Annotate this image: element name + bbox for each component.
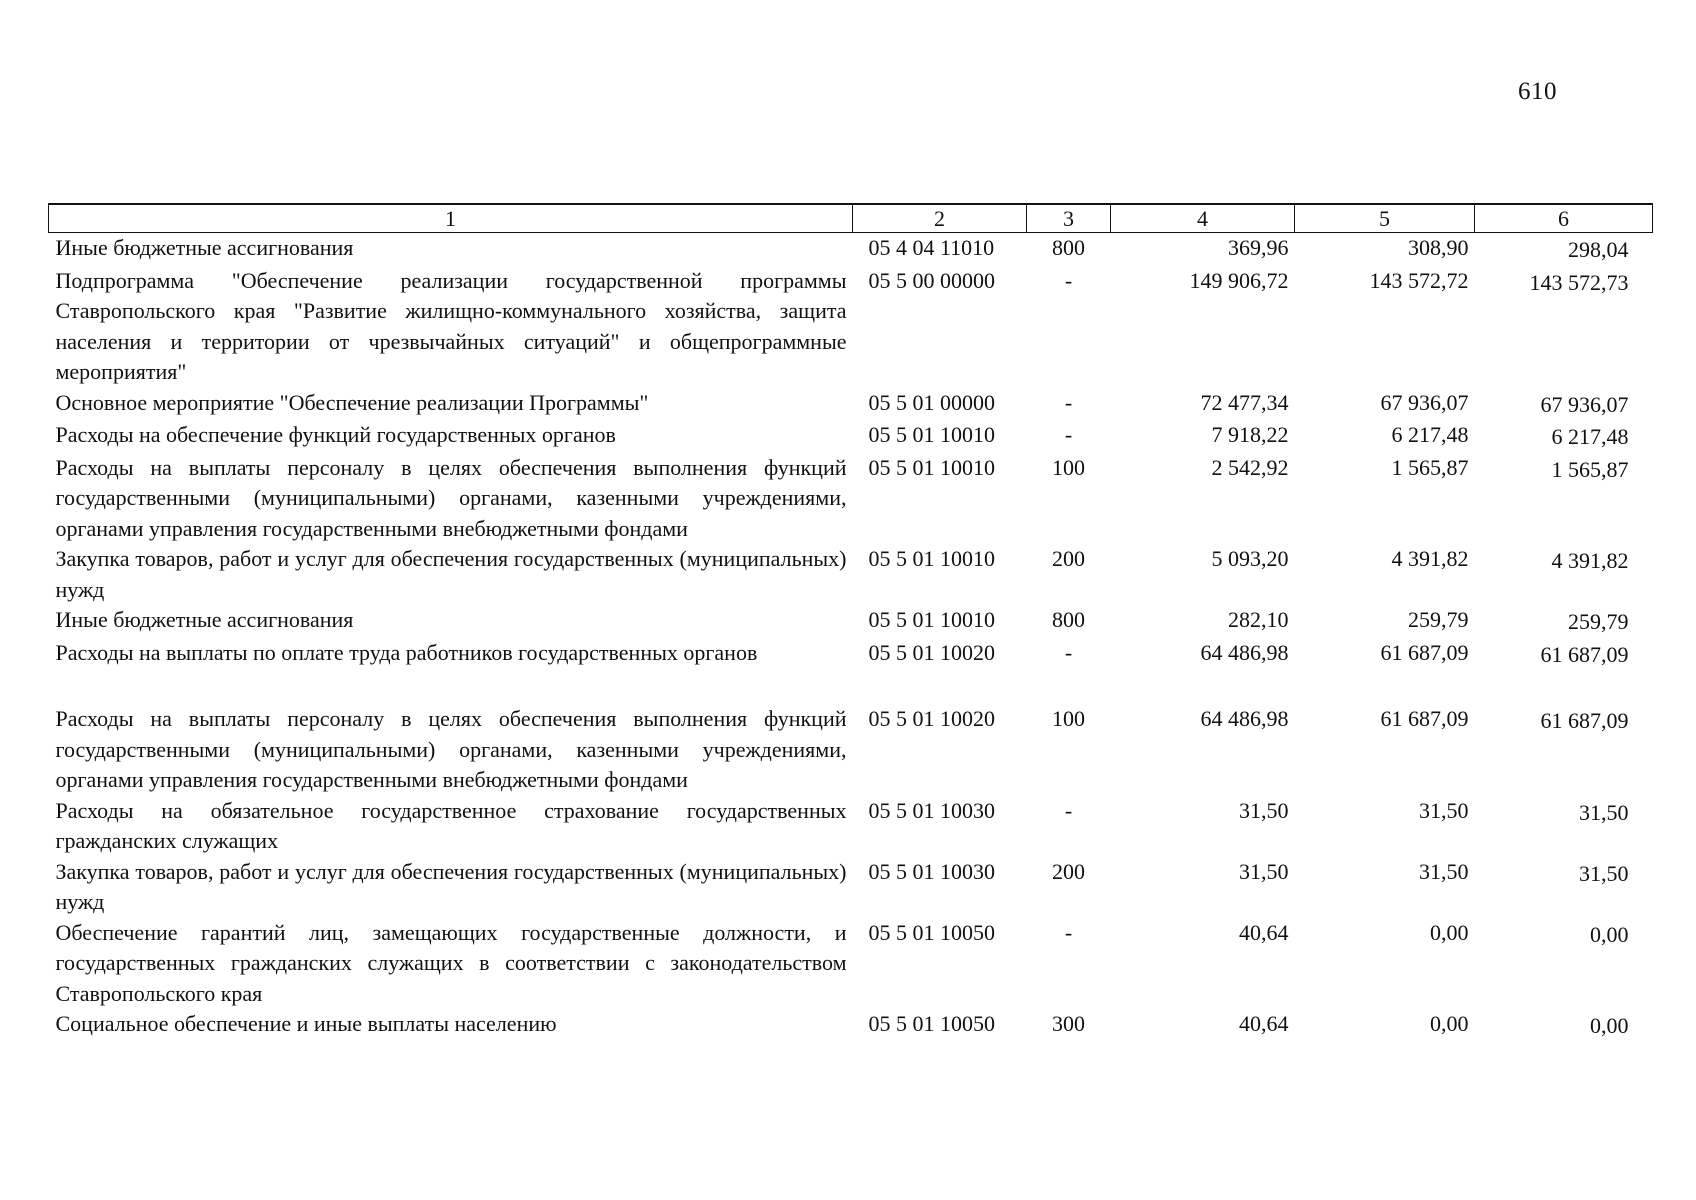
row-name: Расходы на обязательное государственное страхование государственных гражданских служащих [55,797,847,853]
row-name: Подпрограмма "Обеспечение реализации государственной программы Ставропольского края "Развитие жилищно-коммунального хозяйства, защита населения и территории от чрезвычайных ситуаций" и общепрограммные мероприятия" [55,267,847,384]
budget-table [48,203,1653,1042]
column-header-2: 2 [853,204,1027,233]
row-value-4: 40,64 [1239,1011,1289,1036]
row-value-4: 7 918,22 [1211,422,1289,447]
row-code: 05 5 01 10020 [868,639,995,665]
table-row [49,233,1653,266]
row-code: 05 5 01 10020 [868,706,995,731]
table-row [49,388,1653,421]
row-value-5: 31,50 [1419,797,1469,823]
row-value-6: 61 687,09 [1540,641,1629,667]
column-header-5: 5 [1295,204,1475,233]
row-expense-type: 300 [1052,1011,1085,1036]
table-row [49,605,1653,638]
row-name: Обеспечение гарантий лиц, замещающих государственные должности, и государственных гражданских служащих в соответствии с законодательством Ставропольского края [55,919,847,1006]
row-spacer [49,670,1653,704]
row-value-4: 40,64 [1239,919,1289,945]
row-expense-type: - [1064,389,1073,415]
row-value-4: 31,50 [1239,797,1289,823]
row-name: Закупка товаров, работ и услуг для обеспечения государственных (муниципальных) нужд [55,858,847,914]
row-value-5: 61 687,09 [1380,706,1469,731]
table-row [49,420,1653,453]
table-row [49,266,1653,388]
table-row [49,704,1653,796]
row-value-5: 0,00 [1430,919,1469,945]
row-value-5: 67 936,07 [1380,389,1469,415]
row-value-4: 64 486,98 [1200,706,1289,731]
column-header-6: 6 [1475,204,1653,233]
page-number: 610 [1518,78,1557,105]
row-value-6: 67 936,07 [1540,391,1629,417]
row-value-4: 72 477,34 [1200,389,1289,415]
row-value-5: 143 572,72 [1369,267,1469,293]
row-expense-type: 800 [1052,235,1085,260]
row-expense-type: - [1064,797,1073,823]
row-value-4: 2 542,92 [1211,454,1289,480]
table-row [49,796,1653,857]
row-name: Иные бюджетные ассигнования [55,235,354,260]
row-value-6: 31,50 [1579,799,1629,825]
row-value-4: 31,50 [1239,858,1289,884]
row-value-6: 31,50 [1579,860,1629,886]
row-code: 05 5 00 00000 [868,267,995,293]
row-code: 05 5 01 10010 [868,607,995,632]
row-value-5: 61 687,09 [1380,639,1469,665]
column-header-4: 4 [1111,204,1295,233]
row-value-6: 6 217,48 [1551,424,1629,449]
table-row [49,918,1653,1010]
spacer-cell [49,670,1653,704]
row-value-4: 5 093,20 [1211,546,1289,571]
row-value-6: 0,00 [1590,1013,1629,1038]
row-expense-type: - [1064,267,1073,293]
row-value-5: 0,00 [1430,1011,1469,1036]
row-expense-type: - [1064,422,1073,447]
row-name: Закупка товаров, работ и услуг для обеспечения государственных (муниципальных) нужд [55,546,847,602]
row-expense-type: 100 [1052,706,1085,731]
row-value-5: 4 391,82 [1391,546,1469,571]
row-name: Иные бюджетные ассигнования [55,607,354,632]
table-row [49,638,1653,671]
table-row [49,857,1653,918]
row-value-5: 31,50 [1419,858,1469,884]
row-expense-type: 100 [1052,454,1085,480]
row-name: Расходы на выплаты персоналу в целях обеспечения выполнения функций государственными (муниципальными) органами, казенными учреждениями, органами управления государственными внебюджетными фондами [55,454,847,541]
row-name: Социальное обеспечение и иные выплаты населению [55,1011,557,1036]
row-value-6: 0,00 [1590,921,1629,947]
row-value-4: 149 906,72 [1189,267,1289,293]
row-expense-type: 200 [1052,858,1085,884]
row-value-6: 1 565,87 [1551,456,1629,482]
row-code: 05 5 01 10010 [868,422,995,447]
row-value-4: 369,96 [1228,235,1289,260]
row-name: Расходы на обеспечение функций государственных органов [55,422,616,447]
table-header-row [49,204,1653,233]
row-name: Расходы на выплаты персоналу в целях обеспечения выполнения функций государственными (муниципальными) органами, казенными учреждениями, органами управления государственными внебюджетными фондами [55,706,847,792]
table-row [49,1009,1653,1042]
column-header-1: 1 [49,204,853,233]
table-row [49,544,1653,605]
row-code: 05 4 04 11010 [868,235,995,260]
row-code: 05 5 01 10050 [868,1011,995,1036]
row-name: Расходы на выплаты по оплате труда работников государственных органов [55,639,758,665]
row-code: 05 5 01 10030 [868,797,995,823]
row-value-4: 282,10 [1228,607,1289,632]
row-code: 05 5 01 10010 [868,454,995,480]
row-value-6: 4 391,82 [1551,548,1629,573]
row-value-6: 61 687,09 [1540,708,1629,733]
row-name: Основное мероприятие "Обеспечение реализации Программы" [55,389,649,415]
row-code: 05 5 01 10010 [868,546,995,571]
row-value-6: 259,79 [1568,609,1629,634]
row-expense-type: 800 [1052,607,1085,632]
row-code: 05 5 01 00000 [868,389,995,415]
row-value-6: 298,04 [1568,237,1629,262]
row-value-4: 64 486,98 [1200,639,1289,665]
column-header-3: 3 [1027,204,1111,233]
row-value-5: 1 565,87 [1391,454,1469,480]
table-row [49,453,1653,545]
row-value-5: 259,79 [1408,607,1469,632]
row-expense-type: 200 [1052,546,1085,571]
row-expense-type: - [1064,919,1073,945]
row-value-5: 6 217,48 [1391,422,1469,447]
row-value-5: 308,90 [1408,235,1469,260]
row-value-6: 143 572,73 [1529,269,1629,295]
row-code: 05 5 01 10050 [868,919,995,945]
row-code: 05 5 01 10030 [868,858,995,884]
row-expense-type: - [1064,639,1073,665]
